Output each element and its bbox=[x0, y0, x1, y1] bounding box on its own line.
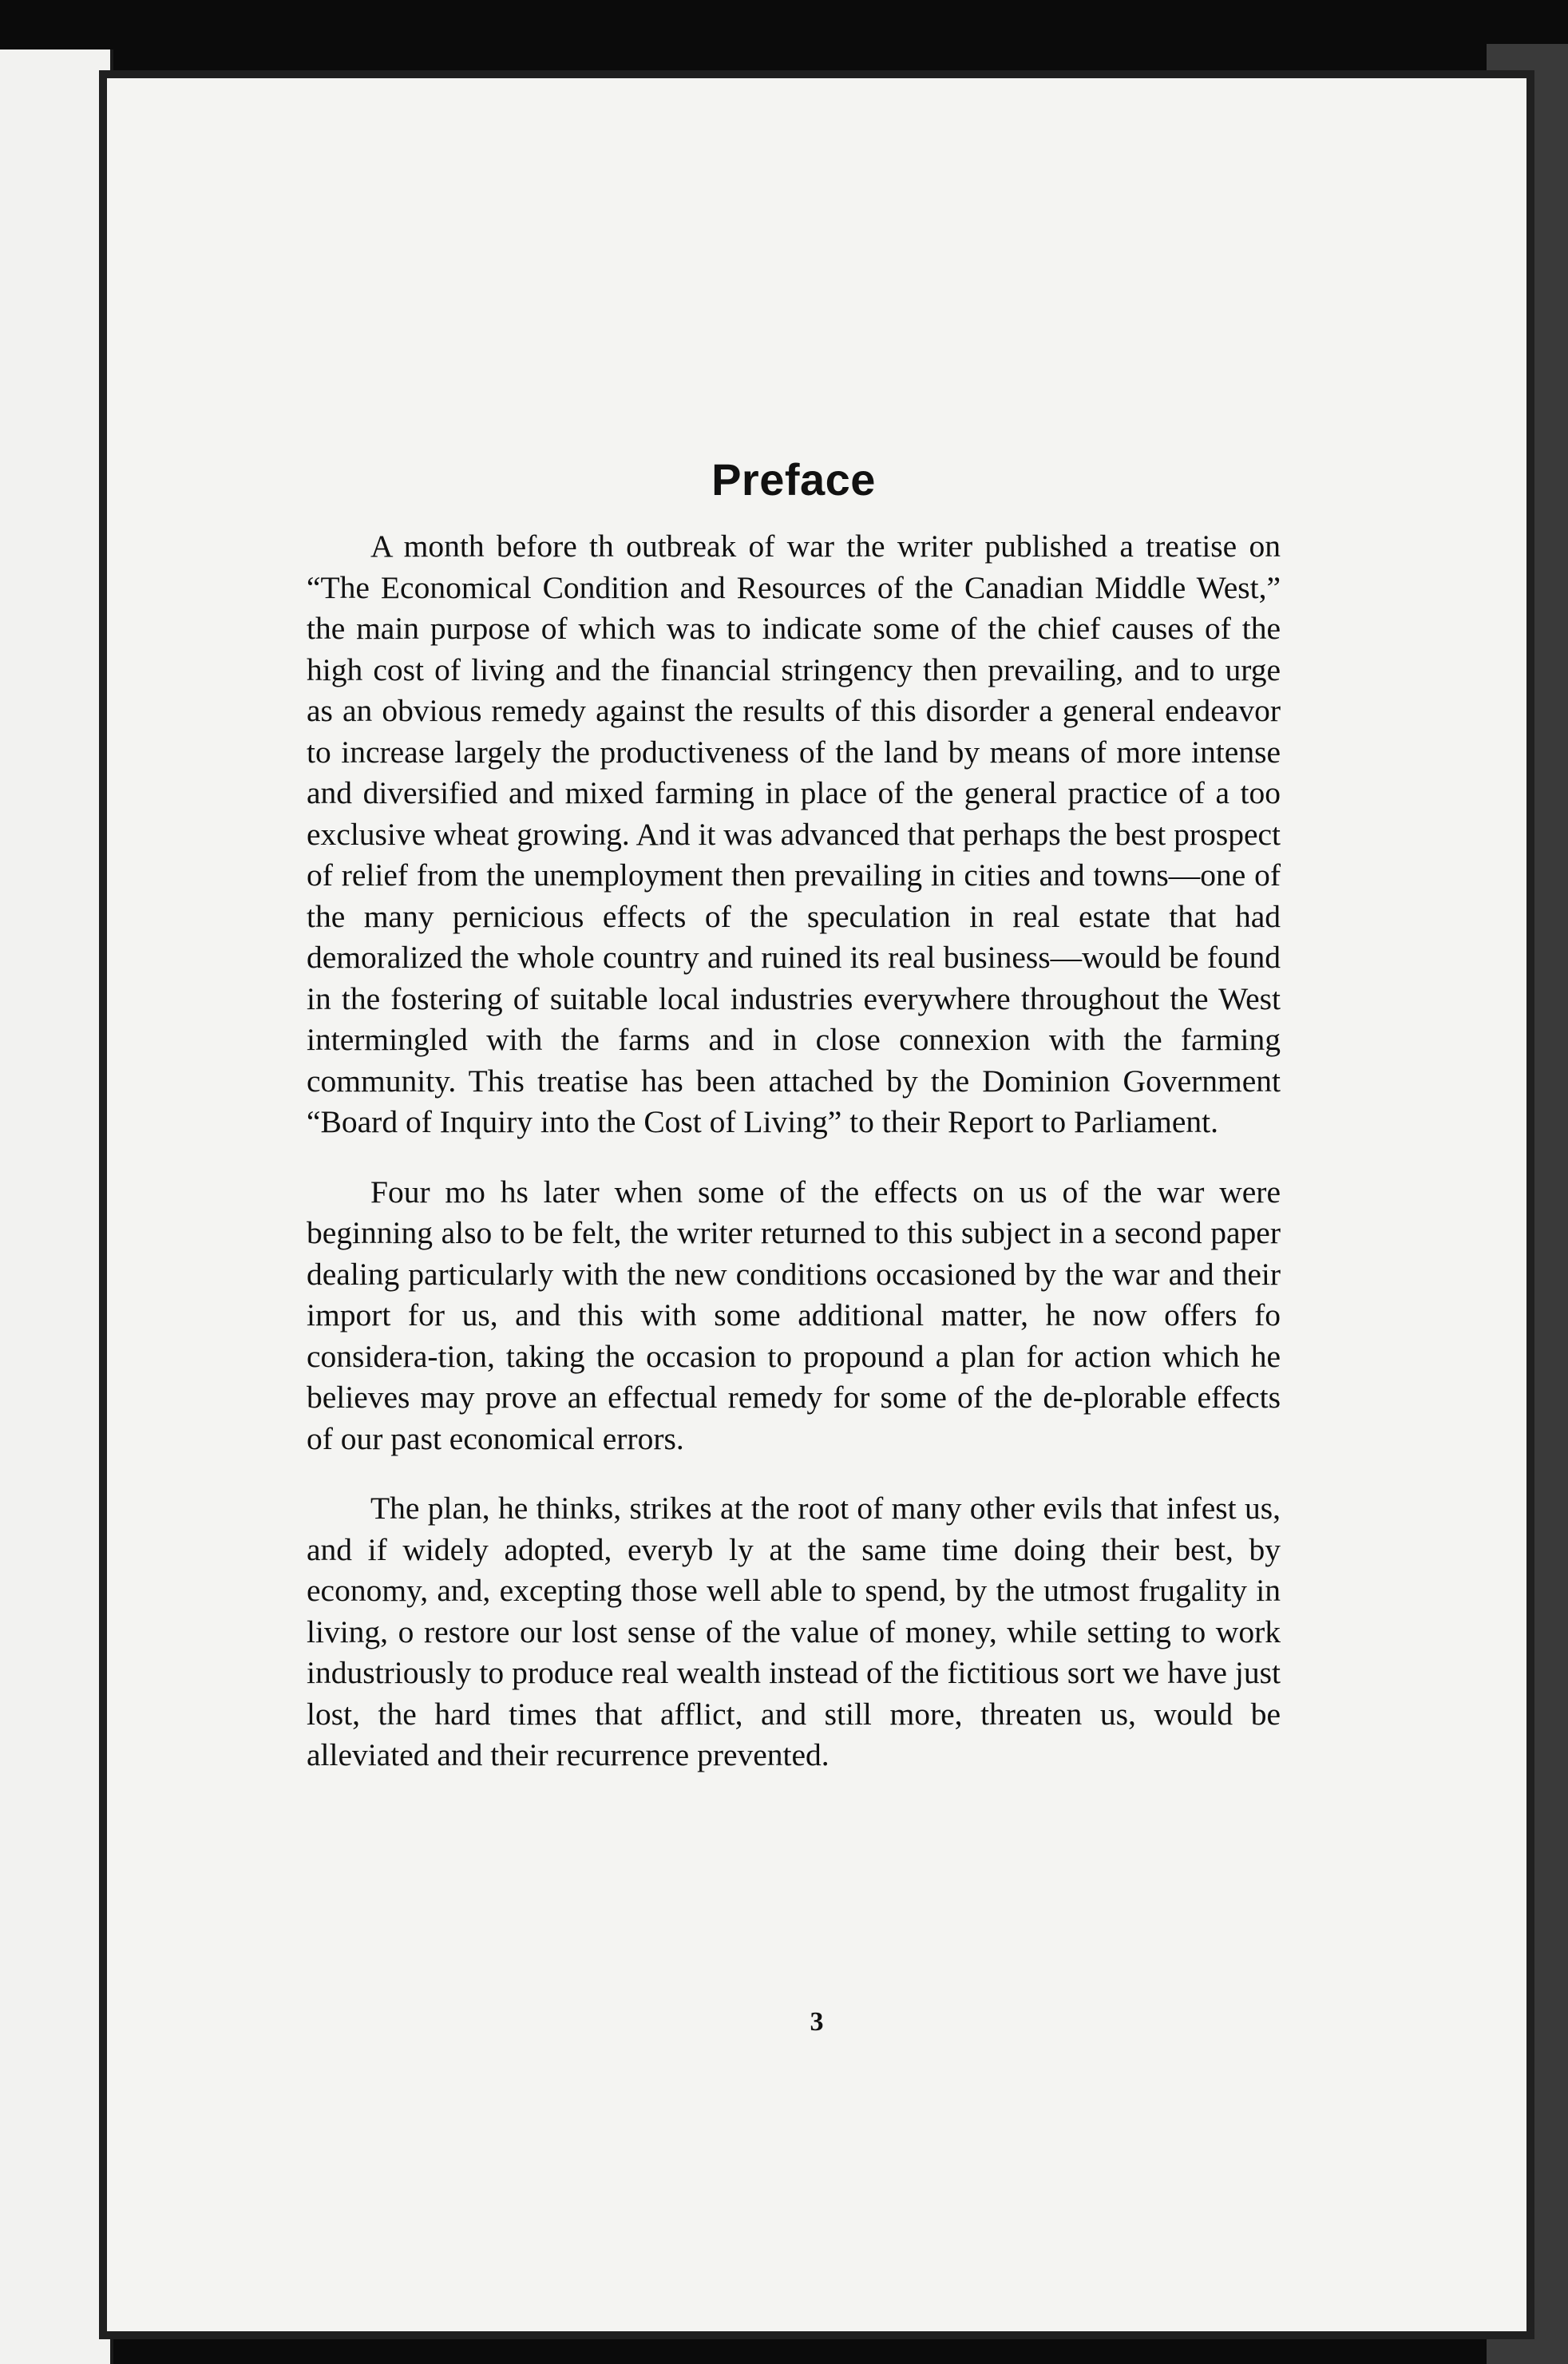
paragraph-1: A month before th outbreak of war the writer published a treatise on “The Economical Condition and Resources of the Canadian Middle West,” the main purpose of which was to indicate some of the chief causes of the high cost of living and the financial stringency then prevailing, and to urge as an obvious remedy against the results of this disorder a general endeavor to increase largely the productiveness of the land by means of more intense and diversified and mixed farming in place of the general practice of a too exclusive wheat growing. And it was advanced that perhaps the best prospect of relief from the unemployment then prevailing in cities and towns—one of the many pernicious effects of the speculation in real estate that had demoralized the whole country and ruined its real business—would be found in the fostering of suitable local industries everywhere throughout the West intermingled with the farms and in close connexion with the farming community. This treatise has been attached by the Dominion Government “Board of Inquiry into the Cost of Living” to their Report to Parliament. bbox=[307, 529, 1281, 1139]
page-number: 3 bbox=[810, 2007, 824, 2037]
page-title: Preface bbox=[711, 454, 876, 505]
page-text-block bbox=[307, 453, 1281, 1805]
facing-page-edge bbox=[0, 49, 113, 2364]
paragraph-2: Four mo hs later when some of the effects on us of the war were beginning also to be felt, the writer returned to this subject in a second paper dealing particularly with the new conditions occasioned by the war and their import for us, and this with some additional matter, he now offers fo considera-tion, taking the occasion to propound a plan for action which he believes may prove an effectual remedy for some of the de-plorable effects of our past economical errors. bbox=[307, 1174, 1281, 1456]
paragraph-3: The plan, he thinks, strikes at the root of many other evils that infest us, and if widely adopted, everyb ly at the same time doing their best, by economy, and, excepting those well able to spend, by the utmost frugality in living, o restore our lost sense of the value of money, while setting to work industriously to produce real wealth instead of the fictitious sort we have just lost, the hard times that afflict, and still more, threaten us, would be alleviated and their recurrence prevented. bbox=[307, 1491, 1281, 1772]
book-page bbox=[99, 70, 1534, 2339]
